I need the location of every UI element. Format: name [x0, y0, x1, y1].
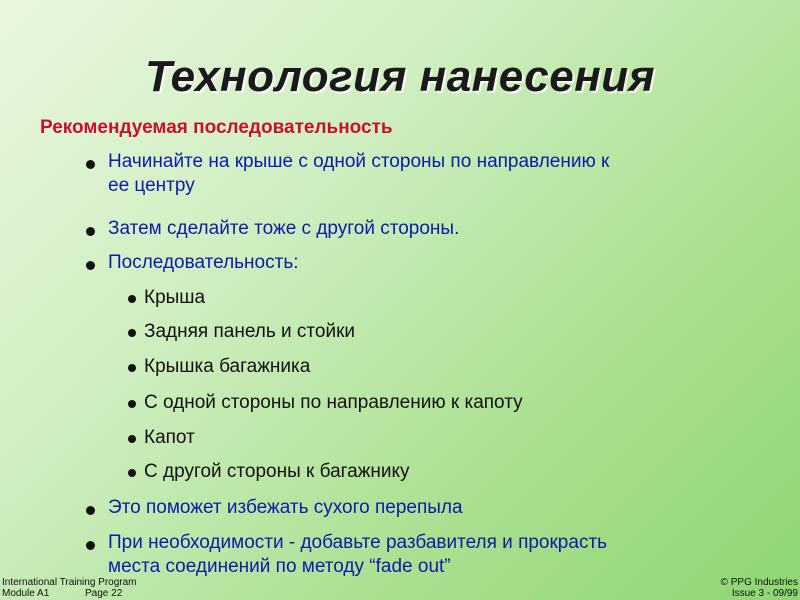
bullet-text-continuation: ее центру: [108, 175, 195, 196]
footer-issue: Issue 3 - 09/99: [731, 588, 798, 599]
bullet-text: Это поможет избежать сухого перепыла: [108, 497, 463, 518]
bullet-item: [108, 150, 788, 198]
subbullet-item: [144, 391, 523, 415]
footer-copyright: © PPG Industries: [720, 577, 798, 588]
subbullet-icon: [128, 400, 136, 408]
footer-program: International Training Program: [2, 577, 137, 588]
footer-page: Page 22: [85, 588, 123, 599]
subbullet-icon: [128, 469, 136, 477]
bullet-icon: [86, 506, 95, 515]
subbullet-item: [144, 355, 310, 379]
slide-subtitle: Рекомендуемая последовательность: [40, 117, 393, 138]
subbullet-text: Крыша: [144, 287, 206, 308]
subbullet-item: [144, 286, 205, 310]
footer-module: Module A1: [2, 588, 50, 599]
bullet-item: [108, 531, 788, 579]
subbullet-item: [144, 426, 195, 450]
subbullet-text: С другой стороны к багажнику: [144, 461, 410, 482]
bullet-icon: [86, 541, 95, 550]
bullet-item: [108, 496, 463, 520]
bullet-icon: [86, 261, 95, 270]
bullet-text-continuation: места соединений по методу “fade out”: [108, 556, 451, 577]
bullet-icon: [86, 227, 95, 236]
bullet-text: Начинайте на крыше с одной стороны по направлению к: [108, 151, 610, 172]
bullet-text: При необходимости - добавьте разбавителя и прокрасть: [108, 532, 608, 553]
bullet-text: Последовательность:: [108, 252, 299, 273]
subbullet-item: [144, 320, 355, 344]
subbullet-icon: [128, 295, 136, 303]
footer-right: [721, 577, 798, 599]
subbullet-icon: [128, 329, 136, 337]
subbullet-icon: [128, 364, 136, 372]
subbullet-item: [144, 460, 410, 484]
bullet-text: Затем сделайте тоже с другой стороны.: [108, 218, 460, 239]
subbullet-icon: [128, 435, 136, 443]
bullet-item: [108, 217, 459, 241]
subbullet-text: Крышка багажника: [144, 356, 311, 377]
slide-title: Технология нанесения: [144, 52, 656, 101]
bullet-item: [108, 251, 299, 275]
bullet-icon: [86, 160, 95, 169]
subbullet-text: Задняя панель и стойки: [144, 321, 356, 342]
subbullet-text: Капот: [144, 427, 195, 448]
subbullet-text: С одной стороны по направлению к капоту: [144, 392, 523, 413]
